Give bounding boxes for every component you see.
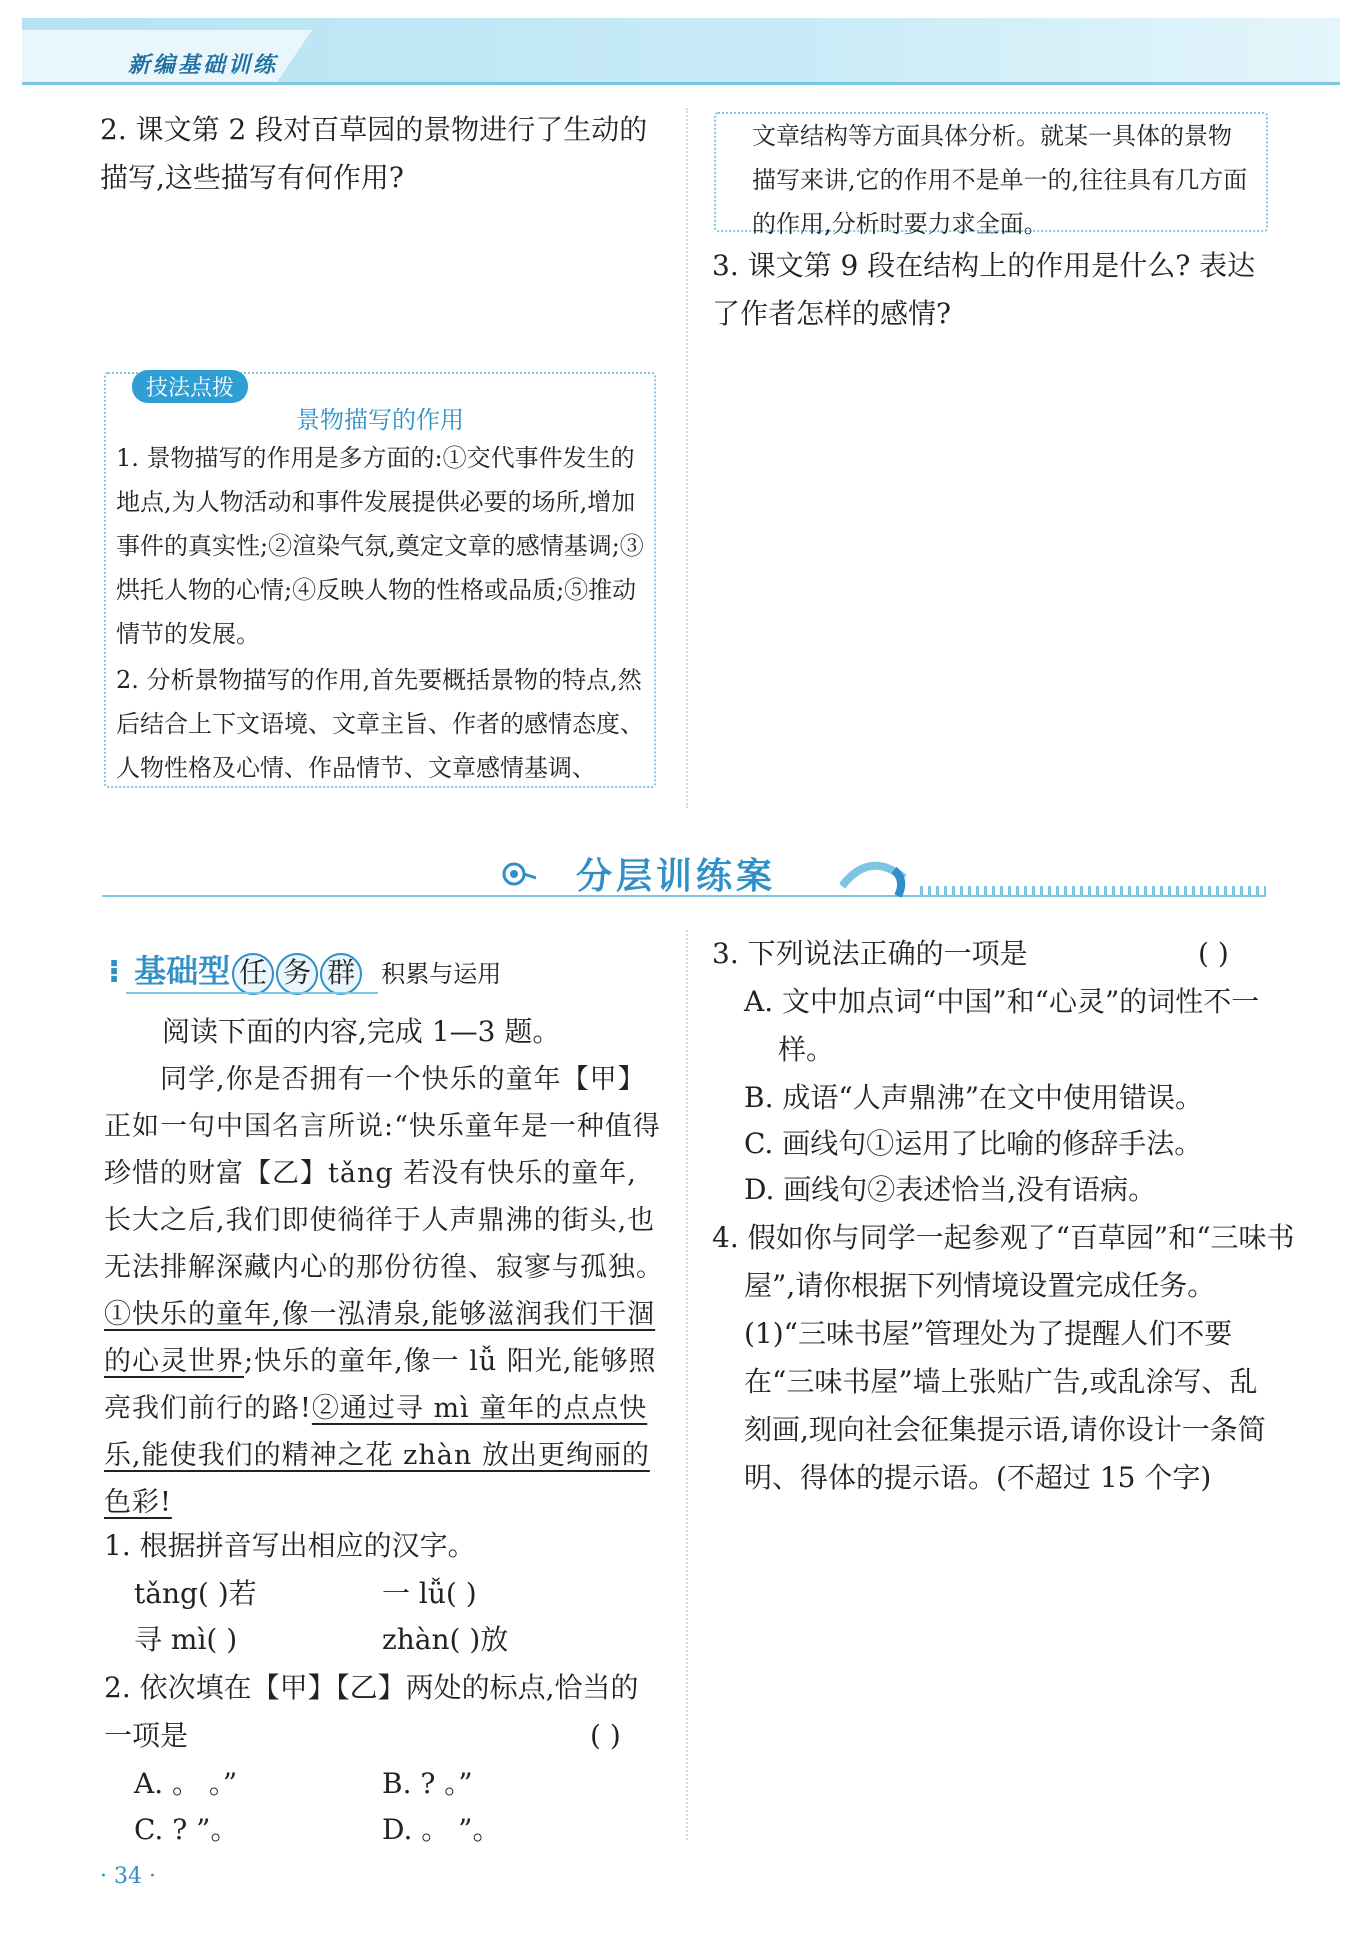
column-divider-top [686, 108, 688, 808]
reading-intro: 阅读下面的内容,完成 1—3 题。 [162, 1015, 561, 1048]
book-series-title: 新编基础训练 [128, 52, 279, 78]
passage-text-2: ;快乐的童年,像一 lǚ 阳光,能够照亮我们前行的路! [104, 1346, 657, 1424]
technique-hint-subtitle: 景物描写的作用 [296, 406, 464, 434]
page-number: · 34 · [100, 1864, 156, 1889]
technique-hint-box-continued [714, 112, 1268, 238]
section-swirl-icon [500, 860, 536, 888]
q3-option-b: B. 成语“人声鼎沸”在文中使用错误。 [744, 1081, 1204, 1114]
section-title: 分层训练案 [576, 856, 777, 897]
task-group-underline [126, 992, 378, 994]
q3-option-c: C. 画线句①运用了比喻的修辞手法。 [744, 1127, 1203, 1160]
question-4: 4. 假如你与同学一起参观了“百草园”和“三味书屋”,请你根据下列情境设置完成任务。 [712, 1221, 1295, 1302]
question-4-part-1: (1)“三味书屋”管理处为了提醒人们不要在“三味书屋”墙上张贴广告,或乱涂写、乱刻画,现向社会征集提示语,请你设计一条简明、得体的提示语。(不超过 15 个字) [744, 1317, 1266, 1494]
pinyin-item-1: tǎng( )若 [134, 1577, 257, 1610]
question-3-answer-paren: ( ) [1198, 937, 1229, 970]
q3-option-a: A. 文中加点词“中国”和“心灵”的词性不一样。 [744, 985, 1260, 1066]
question-2-answer-paren: ( ) [590, 1719, 621, 1752]
task-group-circle-1: 任 [232, 953, 274, 995]
technique-hint-continued-text: 文章结构等方面具体分析。就某一具体的景物描写来讲,它的作用不是单一的,往往具有几方面的作用,分析时要力求全面。 [752, 122, 1248, 238]
technique-hint-point-2: 2. 分析景物描写的作用,首先要概括景物的特点,然后结合上下文语境、文章主旨、作者的感情态度、人物性格及心情、作品情节、文章感情基调、 [116, 666, 644, 782]
pinyin-item-3: 寻 mì( ) [134, 1623, 238, 1656]
q2-option-d: D. 。 ”。 [382, 1813, 501, 1846]
section-wave-icon [840, 856, 910, 900]
task-group-circle-2: 务 [276, 953, 318, 995]
task-group-heading [108, 946, 501, 995]
question-3: 3. 下列说法正确的一项是 [712, 937, 1028, 970]
header-rule [22, 82, 1340, 85]
question-1: 1. 根据拼音写出相应的汉字。 [104, 1529, 476, 1562]
question-2: 2. 依次填在【甲】【乙】两处的标点,恰当的一项是 [104, 1671, 639, 1752]
q2-option-a: A. 。 。” [134, 1767, 238, 1800]
task-group-main: 基础型 [134, 952, 231, 990]
q2-option-b: B. ? 。” [382, 1767, 473, 1800]
passage-underlined-sentence-2: ②通过寻 mì 童年的点点快乐,能使我们的精神之花 zhàn 放出更绚丽的色彩! [104, 1393, 650, 1518]
q2-option-c: C. ? ”。 [134, 1813, 239, 1846]
question-2-top: 2. 课文第 2 段对百草园的景物进行了生动的描写,这些描写有何作用? [100, 113, 648, 194]
pinyin-item-2: 一 lǚ( ) [382, 1577, 477, 1610]
technique-hint-box [104, 372, 656, 788]
passage-underlined-sentence-1: ①快乐的童年,像一泓清泉,能够滋润我们干涸的心灵世界 [104, 1299, 656, 1377]
pinyin-item-4: zhàn( )放 [382, 1623, 509, 1656]
dot-mark-icon: ⁝ [108, 952, 121, 990]
column-divider-bottom [686, 930, 688, 1840]
task-group-circle-3: 群 [320, 953, 362, 995]
passage-text-1: 同学,你是否拥有一个快乐的童年【甲】正如一句中国名言所说:“快乐童年是一种值得珍惜的财富【乙】tǎng 若没有快乐的童年,长大之后,我们即使徜徉于人声鼎沸的街头,也无法排解深藏内心的那份彷徨、寂寥与孤独。 [104, 1064, 664, 1283]
task-group-sub: 积累与运用 [381, 960, 502, 988]
reading-passage [104, 1056, 664, 1526]
technique-hint-point-1: 1. 景物描写的作用是多方面的:①交代事件发生的地点,为人物活动和事件发展提供必要的场所,增加事件的真实性;②渲染气氛,奠定文章的感情基调;③烘托人物的心情;④反映人物的性格或品质;⑤推动情节的发展。 [116, 444, 644, 648]
q3-option-d: D. 画线句②表述恰当,没有语病。 [744, 1173, 1157, 1206]
question-3-top: 3. 课文第 9 段在结构上的作用是什么? 表达了作者怎样的感情? [712, 249, 1256, 330]
technique-hint-badge: 技法点拨 [132, 370, 248, 403]
section-dotted-rule [920, 886, 1266, 896]
